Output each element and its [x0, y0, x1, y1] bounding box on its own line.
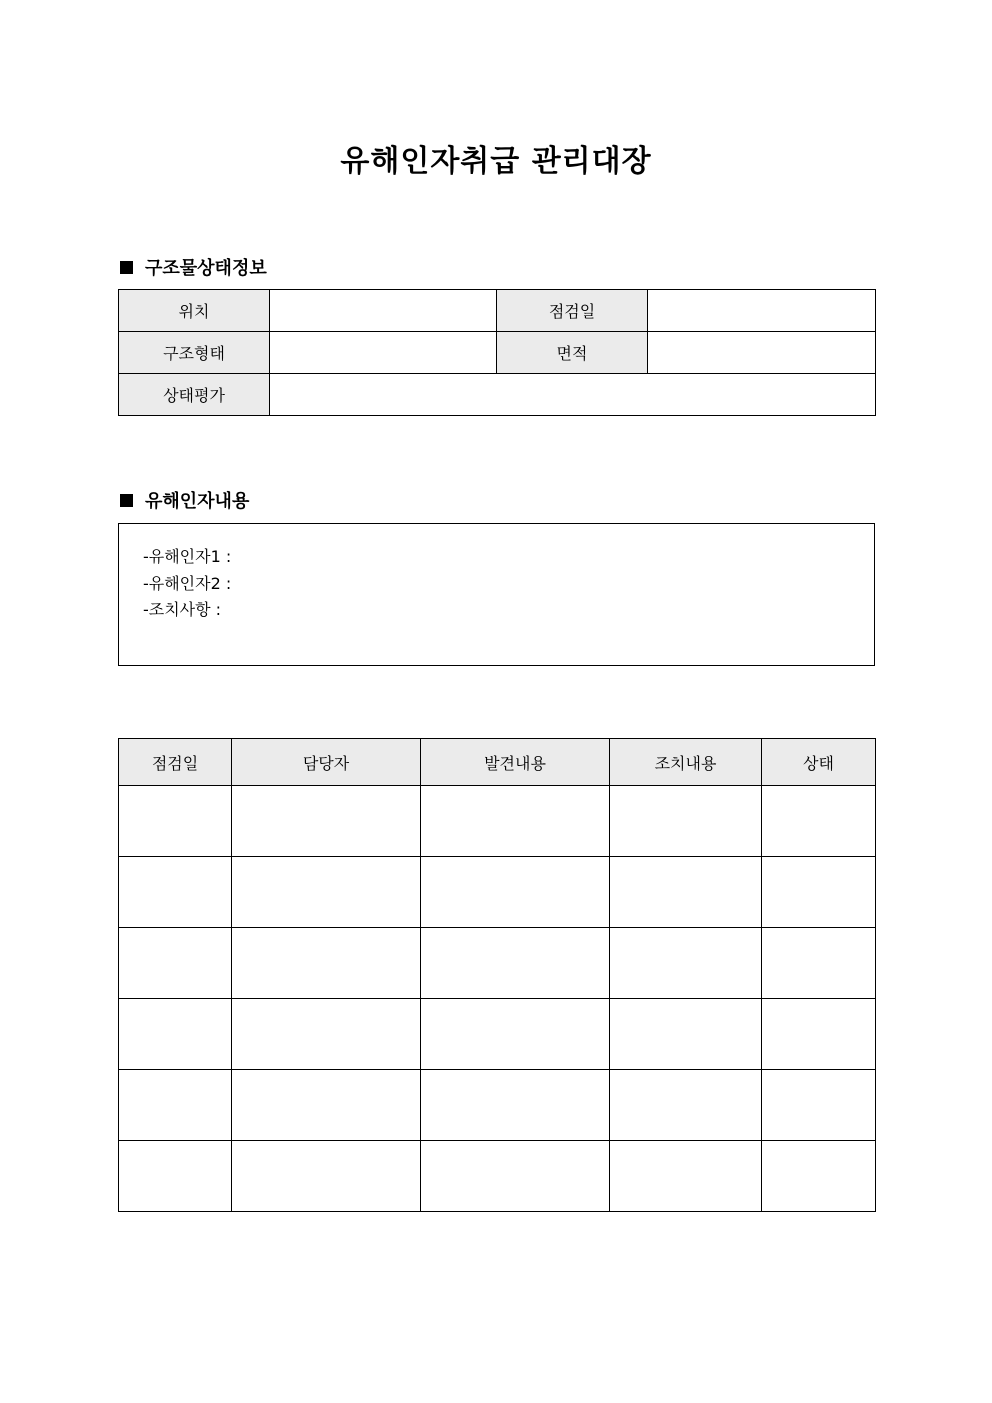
table-row [119, 999, 876, 1070]
structure-info-table [118, 289, 876, 416]
section-heading-structure [120, 254, 267, 280]
table-cell[interactable] [421, 1141, 610, 1212]
table-row [119, 374, 876, 416]
condition-field[interactable] [270, 374, 876, 416]
table-cell[interactable] [762, 786, 876, 857]
table-cell[interactable] [421, 999, 610, 1070]
table-cell[interactable] [610, 999, 762, 1070]
table-cell[interactable] [119, 1141, 232, 1212]
table-cell[interactable] [762, 857, 876, 928]
table-cell[interactable] [421, 786, 610, 857]
condition-label: 상태평가 [119, 374, 270, 416]
table-cell[interactable] [232, 999, 421, 1070]
table-cell[interactable] [762, 928, 876, 999]
table-cell[interactable] [232, 857, 421, 928]
table-cell[interactable] [232, 1070, 421, 1141]
inspection-log-table [118, 738, 876, 1212]
table-cell[interactable] [762, 1141, 876, 1212]
location-field[interactable] [270, 290, 497, 332]
header-row [119, 739, 876, 786]
section-heading-hazard [120, 487, 249, 513]
location-label: 위치 [119, 290, 270, 332]
table-cell[interactable] [762, 1070, 876, 1141]
table-cell[interactable] [610, 1141, 762, 1212]
table-row [119, 332, 876, 374]
hazard-content-box[interactable] [118, 523, 875, 666]
table-cell[interactable] [762, 999, 876, 1070]
table-cell[interactable] [610, 928, 762, 999]
table-cell[interactable] [119, 786, 232, 857]
table-row [119, 786, 876, 857]
table-cell[interactable] [610, 857, 762, 928]
table-row [119, 857, 876, 928]
structure-type-label: 구조형태 [119, 332, 270, 374]
table-cell[interactable] [232, 1141, 421, 1212]
table-cell[interactable] [119, 928, 232, 999]
table-row [119, 290, 876, 332]
action-line: -조치사항 : [143, 600, 222, 619]
table-cell[interactable] [421, 857, 610, 928]
structure-type-field[interactable] [270, 332, 497, 374]
area-label: 면적 [497, 332, 648, 374]
section-heading-text: 구조물상태정보 [145, 258, 267, 279]
column-header-manager: 담당자 [232, 739, 421, 786]
section-heading-text: 유해인자내용 [145, 491, 250, 512]
table-cell[interactable] [119, 999, 232, 1070]
table-row [119, 928, 876, 999]
table-cell[interactable] [119, 1070, 232, 1141]
hazard-line-1: -유해인자1 : [143, 547, 232, 566]
table-row [119, 1070, 876, 1141]
table-cell[interactable] [421, 1070, 610, 1141]
column-header-status: 상태 [762, 739, 876, 786]
document-title: 유해인자취급 관리대장 [340, 144, 652, 179]
table-cell[interactable] [610, 786, 762, 857]
table-cell[interactable] [610, 1070, 762, 1141]
table-cell[interactable] [232, 786, 421, 857]
column-header-date: 점검일 [119, 739, 232, 786]
column-header-actions: 조치내용 [610, 739, 762, 786]
table-cell[interactable] [421, 928, 610, 999]
column-header-findings: 발견내용 [421, 739, 610, 786]
area-field[interactable] [648, 332, 876, 374]
table-cell[interactable] [232, 928, 421, 999]
inspection-date-label: 점검일 [497, 290, 648, 332]
square-bullet-icon [120, 494, 133, 507]
square-bullet-icon [120, 261, 133, 274]
table-cell[interactable] [119, 857, 232, 928]
hazard-line-2: -유해인자2 : [143, 574, 232, 593]
inspection-date-field[interactable] [648, 290, 876, 332]
table-row [119, 1141, 876, 1212]
